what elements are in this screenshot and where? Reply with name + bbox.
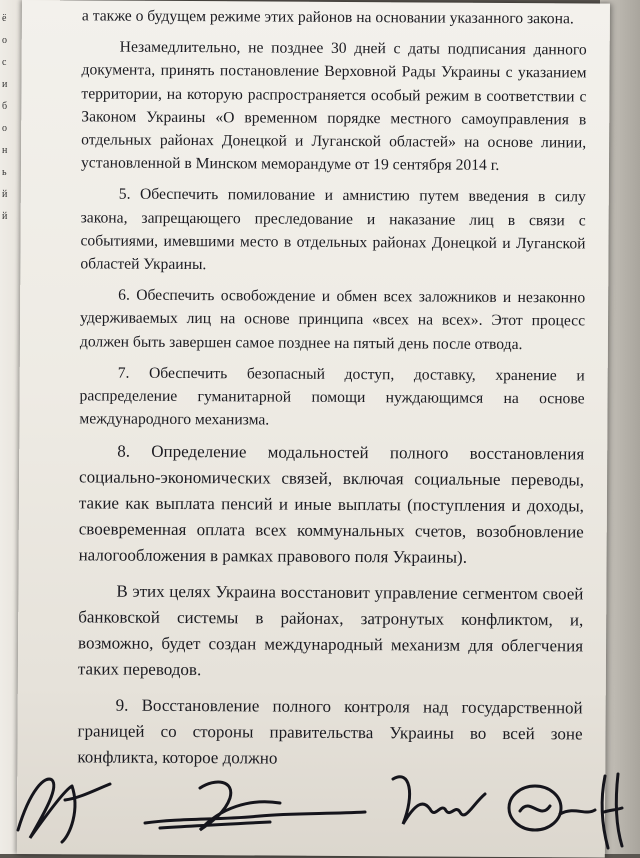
signatures-row bbox=[0, 758, 640, 854]
underlying-page-fragment: ё о с и б о н ь й й bbox=[2, 13, 8, 222]
document-page bbox=[17, 0, 610, 858]
paragraph-banking-system: В этих целях Украина восстановит управление сегментом своей банковской системы в районах, затронутых конфликтом, и, возможно, будет создан международный механизм для облегчения таких переводов. bbox=[77, 582, 584, 680]
document-body bbox=[77, 4, 587, 784]
signature-3 bbox=[385, 764, 495, 849]
paragraph-item-5-amnesty: 5. Обеспечить помилование и амнистию путем введения в силу закона, запрещающего преследование и наказание лиц в связи с событиями, имевшими место в отдельных районах Донецкой и Луганской областей Украины. bbox=[80, 186, 586, 274]
paragraph-item-8-social-economic: 8. Определение модальностей полного восстановления социально-экономических связей, включая социальные переводы, такие как выплата пенсий и иные выплаты (поступления и доходы, своевременная оплата всех коммунальных счетов, возобновление налогообложения в рамках правового поля Украины). bbox=[78, 442, 585, 568]
paragraph-item-7-humanitarian: 7. Обеспечить безопасный доступ, доставку, хранение и распределение гуманитарной помощи нуждающимся на основе международного механизма. bbox=[79, 364, 585, 429]
paragraph-resolution-deadline: Незамедлительно, не позднее 30 дней с даты подписания данного документа, принять постановление Верховной Рады Украины с указанием территории, на которую распространяется особый режим в соответствии с Законом Украины «О временном порядке местного самоуправления в отдельных районах Донецкой и Луганской областей» на основе линии, установленной в Минском меморандуме от 19 сентября 2014 г. bbox=[80, 38, 587, 175]
signature-1 bbox=[10, 760, 130, 850]
paragraph-item-6-hostages: 6. Обеспечить освобождение и обмен всех заложников и незаконно удерживаемых лиц на основе принципа «всех на всех». Этот процесс должен быть завершен самое позднее на пятый день после отвода. bbox=[79, 286, 586, 353]
signature-4 bbox=[500, 766, 630, 851]
paragraph-item-9-border-control: 9. Восстановление полного контроля над государственной границей со стороны правительства Украины во всей зоне конфликта, которое должно bbox=[77, 696, 583, 769]
paragraph-law-regime: а также о будущем режиме этих районов на основании указанного закона. bbox=[81, 7, 574, 28]
signature-2 bbox=[140, 768, 370, 848]
